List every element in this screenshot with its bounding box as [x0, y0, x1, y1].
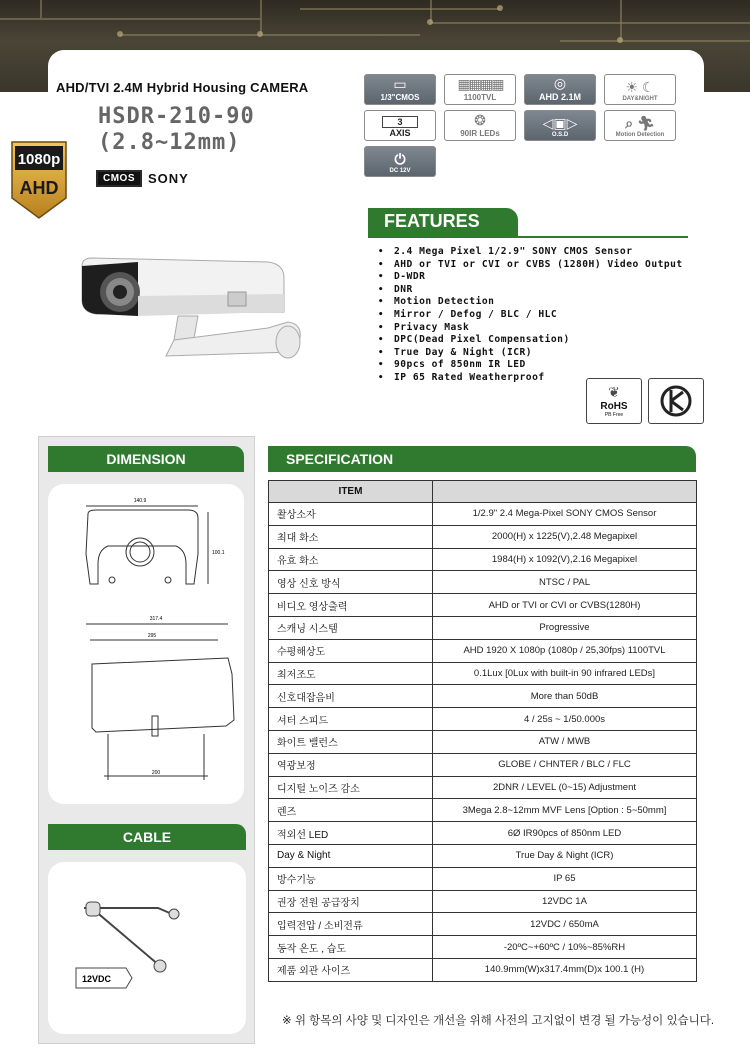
spec-item-cell: 최대 화소: [269, 525, 433, 548]
table-row: [269, 685, 697, 708]
table-row: [269, 753, 697, 776]
spec-value-cell: 6Ø IR90pcs of 850nm LED: [433, 822, 697, 845]
list-item: • D-WDR: [378, 271, 683, 284]
spec-item-cell: 신호대잡음비: [269, 685, 433, 708]
cable-drawing-box: [48, 862, 246, 1034]
table-row: [269, 844, 697, 867]
spec-item-cell: 동작 온도 , 습도: [269, 936, 433, 959]
specification-heading: SPECIFICATION: [268, 446, 696, 472]
spec-value-cell: 2000(H) x 1225(V),2.48 Megapixel: [433, 525, 697, 548]
product-title: AHD/TVI 2.4M Hybrid Housing CAMERA: [56, 80, 309, 95]
cmos-chip-icon: CMOS: [96, 170, 142, 187]
features-divider: [368, 236, 688, 238]
table-row: [269, 616, 697, 639]
table-row: [269, 548, 697, 571]
camera-product-image: [78, 252, 308, 367]
list-item: • Motion Detection: [378, 296, 683, 309]
spec-value-cell: IP 65: [433, 867, 697, 890]
spec-item-cell: 디지털 노이즈 감소: [269, 776, 433, 799]
osd-icon: ◁▣▷ O.S.D: [524, 110, 596, 141]
spec-value-cell: Progressive: [433, 616, 697, 639]
kc-mark-icon: [648, 378, 704, 424]
list-item: • 2.4 Mega Pixel 1/2.9" SONY CMOS Sensor: [378, 246, 683, 259]
spec-item-cell: 스캐닝 시스템: [269, 616, 433, 639]
rohs-badge: ❦ RoHS PB Free: [586, 378, 642, 424]
table-header-item: ITEM: [269, 481, 433, 503]
list-item: • 90pcs of 850nm IR LED: [378, 359, 683, 372]
spec-item-cell: 적외선 LED: [269, 822, 433, 845]
table-row: [269, 913, 697, 936]
features-list: [378, 246, 683, 385]
sensor-brand-row: [96, 170, 189, 187]
spec-item-cell: 비디오 영상출력: [269, 594, 433, 617]
spec-value-cell: AHD or TVI or CVI or CVBS(1280H): [433, 594, 697, 617]
table-row: [269, 799, 697, 822]
spec-item-cell: 촬상소자: [269, 503, 433, 526]
ir-leds-icon: ❂ 90IR LEDs: [444, 110, 516, 141]
table-row: [269, 776, 697, 799]
spec-value-cell: NTSC / PAL: [433, 571, 697, 594]
table-header-value: [433, 481, 697, 503]
list-item: • Privacy Mask: [378, 322, 683, 335]
spec-item-cell: 화이트 밸런스: [269, 730, 433, 753]
spec-value-cell: 0.1Lux [0Lux with built-in 90 infrared LEDs]: [433, 662, 697, 685]
table-row: [269, 571, 697, 594]
spec-value-cell: 3Mega 2.8~12mm MVF Lens [Option : 5~50mm]: [433, 799, 697, 822]
spec-value-cell: True Day & Night (ICR): [433, 844, 697, 867]
leaf-icon: ❦: [608, 384, 620, 400]
svg-text:317.4: 317.4: [149, 616, 163, 622]
table-row: [269, 822, 697, 845]
1080p-ahd-badge-icon: [10, 140, 68, 220]
motion-detection-icon: ⌕ 🏃︎ Motion Detection: [604, 110, 676, 141]
table-row: [269, 594, 697, 617]
spec-item-cell: 렌즈: [269, 799, 433, 822]
list-item: • DNR: [378, 284, 683, 297]
spec-item-cell: 역광보정: [269, 753, 433, 776]
svg-text:12VDC: 12VDC: [82, 974, 112, 984]
spec-item-cell: 제품 외관 사이즈: [269, 958, 433, 981]
spec-value-cell: 1/2.9" 2.4 Mega-Pixel SONY CMOS Sensor: [433, 503, 697, 526]
svg-text:200: 200: [151, 770, 161, 776]
table-row: [269, 730, 697, 753]
spec-item-cell: 유효 화소: [269, 548, 433, 571]
footnote: ※ 위 항목의 사양 및 디자인은 개선을 위해 사전의 고지없이 변경 될 가능성이 있습니다.: [282, 1015, 715, 1027]
dimension-drawing: [48, 484, 244, 804]
spec-item-cell: 수평해상도: [269, 639, 433, 662]
cable-heading: CABLE: [48, 824, 246, 850]
spec-value-cell: 1984(H) x 1092(V),2.16 Megapixel: [433, 548, 697, 571]
cmos-size-icon: ▭ 1/3"CMOS: [364, 74, 436, 105]
spec-item-cell: Day & Night: [269, 844, 433, 867]
list-item: • Mirror / Defog / BLC / HLC: [378, 309, 683, 322]
ahd-resolution-icon: ◎ AHD 2.1M: [524, 74, 596, 105]
table-row: [269, 958, 697, 981]
tvl-icon: ▦▦▦▦ 1100TVL: [444, 74, 516, 105]
spec-value-cell: 12VDC 1A: [433, 890, 697, 913]
svg-text:100.1: 100.1: [212, 550, 225, 556]
spec-value-cell: ATW / MWB: [433, 730, 697, 753]
list-item: • True Day & Night (ICR): [378, 347, 683, 360]
table-row: [269, 639, 697, 662]
power-plug-icon: ⏻ DC 12V: [364, 146, 436, 177]
svg-text:140.9: 140.9: [133, 498, 147, 504]
spec-value-cell: 4 / 25s ~ 1/50.000s: [433, 708, 697, 731]
table-row: [269, 936, 697, 959]
spec-item-cell: 최저조도: [269, 662, 433, 685]
spec-item-cell: 영상 신호 방식: [269, 571, 433, 594]
spec-value-cell: GLOBE / CHNTER / BLC / FLC: [433, 753, 697, 776]
spec-value-cell: -20ºC~+60ºC / 10%~85%RH: [433, 936, 697, 959]
spec-value-cell: More than 50dB: [433, 685, 697, 708]
svg-text:295: 295: [147, 633, 157, 639]
spec-value-cell: AHD 1920 X 1080p (1080p / 25,30fps) 1100TVL: [433, 639, 697, 662]
spec-value-cell: 12VDC / 650mA: [433, 913, 697, 936]
dimension-heading: DIMENSION: [48, 446, 244, 472]
spec-item-cell: 입력전압 / 소비전류: [269, 913, 433, 936]
badge-bottom-text: AHD: [19, 178, 59, 198]
table-header-row: [269, 481, 697, 503]
spec-value-cell: 2DNR / LEVEL (0~15) Adjustment: [433, 776, 697, 799]
table-row: [269, 662, 697, 685]
spec-item-cell: 셔터 스피드: [269, 708, 433, 731]
badge-top-text: 1080p: [17, 151, 61, 168]
table-row: [269, 867, 697, 890]
spec-item-cell: 방수기능: [269, 867, 433, 890]
spec-item-cell: 권장 전원 공급장치: [269, 890, 433, 913]
specification-table: [268, 480, 697, 982]
list-item: • DPC(Dead Pixel Compensation): [378, 334, 683, 347]
table-row: [269, 890, 697, 913]
table-row: [269, 525, 697, 548]
features-heading: FEATURES: [368, 208, 518, 236]
dimension-drawing-box: [48, 484, 244, 804]
spec-value-cell: 140.9mm(W)x317.4mm(D)x 100.1 (H): [433, 958, 697, 981]
list-item: • AHD or TVI or CVI or CVBS (1280H) Video Output: [378, 259, 683, 272]
table-row: [269, 503, 697, 526]
table-row: [269, 708, 697, 731]
sony-label: SONY: [148, 171, 189, 186]
cable-drawing: [48, 862, 246, 1034]
list-item: • IP 65 Rated Weatherproof: [378, 372, 683, 385]
day-night-icon: ☀ ☾ DAY&NIGHT: [604, 74, 676, 105]
product-model: HSDR-210-90 (2.8~12mm): [98, 104, 255, 155]
three-axis-icon: 3 AXIS: [364, 110, 436, 141]
